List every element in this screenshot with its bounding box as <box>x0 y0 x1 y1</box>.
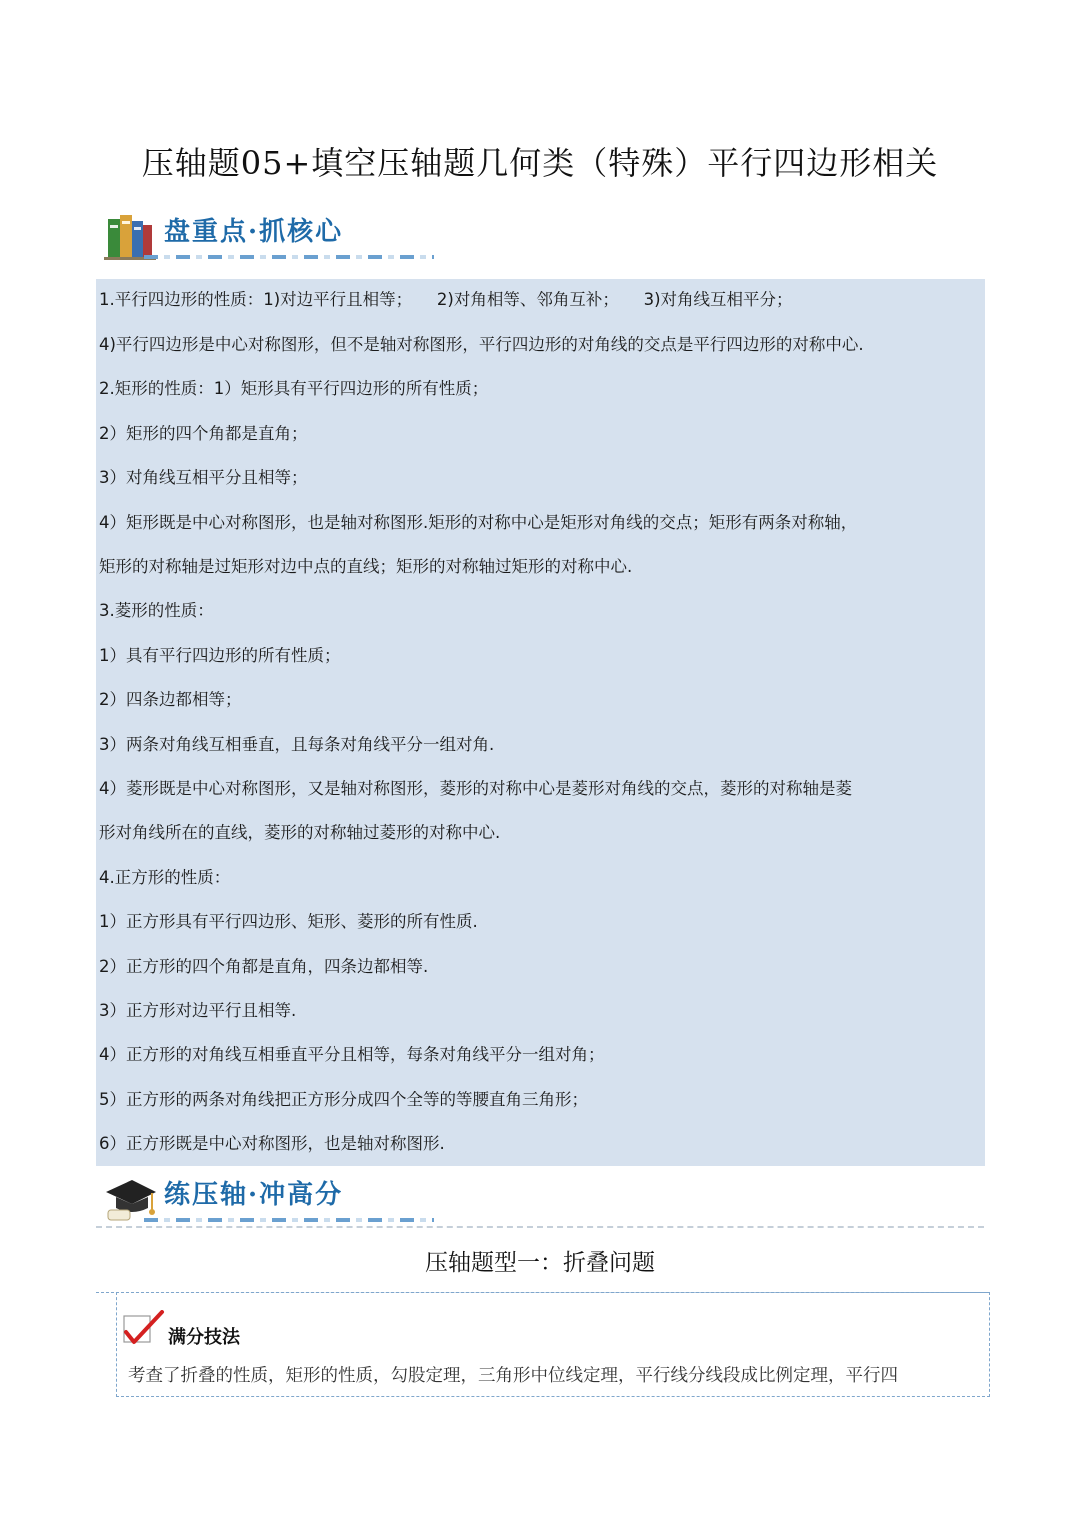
banner-title: 盘重点·抓核心 <box>164 217 344 247</box>
tips-text: 考查了折叠的性质，矩形的性质，勾股定理，三角形中位线定理，平行线分线段成比例定理，平行四 <box>128 1366 898 1386</box>
knowledge-line: 6）正方形既是中心对称图形，也是轴对称图形. <box>99 1134 445 1153</box>
knowledge-line: 3）正方形对边平行且相等. <box>99 1001 297 1020</box>
banner-underline <box>144 1218 434 1222</box>
knowledge-line: 4)平行四边形是中心对称图形，但不是轴对称图形，平行四边形的对角线的交点是平行四边形的对称中心. <box>99 335 864 354</box>
knowledge-line: 3）对角线互相平分且相等； <box>99 468 308 487</box>
knowledge-line: 5）正方形的两条对角线把正方形分成四个全等的等腰直角三角形； <box>99 1090 588 1109</box>
tips-heading: 满分技法 <box>168 1327 240 1348</box>
knowledge-line: 1.平行四边形的性质：1)对边平行且相等； 2)对角相等、邻角互补； 3)对角线互相平分； <box>99 290 793 309</box>
banner-title: 练压轴·冲高分 <box>164 1180 344 1210</box>
practice-banner <box>104 1168 434 1228</box>
books-icon <box>104 209 156 261</box>
section-heading: 压轴题型一：折叠问题 <box>425 1250 655 1276</box>
knowledge-line: 1）具有平行四边形的所有性质； <box>99 646 341 665</box>
section-divider <box>96 1226 984 1228</box>
knowledge-line: 4）正方形的对角线互相垂直平分且相等，每条对角线平分一组对角； <box>99 1045 605 1064</box>
knowledge-line: 2）矩形的四个角都是直角； <box>99 424 308 443</box>
knowledge-line: 3.菱形的性质： <box>99 601 214 620</box>
knowledge-line: 矩形的对称轴是过矩形对边中点的直线；矩形的对称轴过矩形的对称中心. <box>99 557 633 576</box>
tips-box <box>96 1292 992 1398</box>
knowledge-line: 4）菱形既是中心对称图形，又是轴对称图形，菱形的对称中心是菱形对角线的交点，菱形的对称轴是菱 <box>99 779 852 798</box>
graduation-cap-icon <box>104 1172 156 1224</box>
knowledge-line: 形对角线所在的直线，菱形的对称轴过菱形的对称中心. <box>99 823 501 842</box>
key-points-banner <box>104 205 434 265</box>
knowledge-line: 3）两条对角线互相垂直，且每条对角线平分一组对角. <box>99 735 495 754</box>
knowledge-line: 4.正方形的性质： <box>99 868 231 887</box>
knowledge-line: 2）正方形的四个角都是直角，四条边都相等. <box>99 957 429 976</box>
knowledge-line: 2.矩形的性质：1）矩形具有平行四边形的所有性质； <box>99 379 489 398</box>
banner-underline <box>144 255 434 259</box>
checkmark-icon <box>122 1310 166 1350</box>
page-title: 压轴题05+填空压轴题几何类（特殊）平行四边形相关 <box>141 144 939 182</box>
knowledge-line: 2）四条边都相等； <box>99 690 242 709</box>
knowledge-line: 4）矩形既是中心对称图形，也是轴对称图形.矩形的对称中心是矩形对角线的交点；矩形有两条对称轴， <box>99 513 858 532</box>
knowledge-summary-box <box>96 279 985 1166</box>
knowledge-line: 1）正方形具有平行四边形、矩形、菱形的所有性质. <box>99 912 478 931</box>
